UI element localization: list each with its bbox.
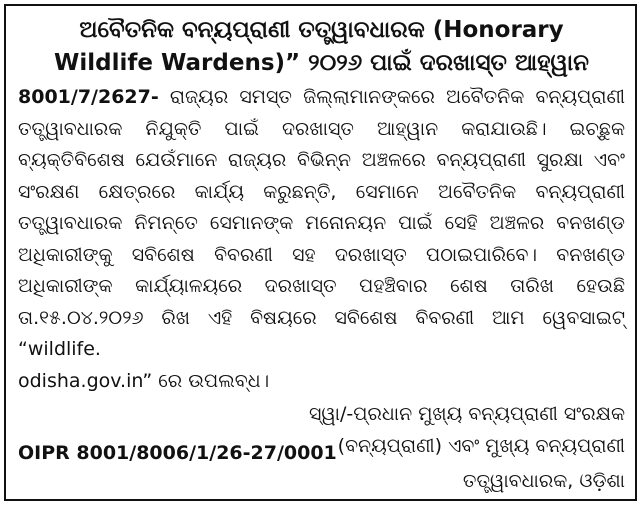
signatory-line-2: (ବନ୍ୟପ୍ରାଣୀ) ଏବଂ ମୁଖ୍ୟ ବନ୍ୟପ୍ରାଣୀ (337, 434, 625, 457)
notice-body (18, 82, 625, 397)
body-tail: odisha.gov.in” ରେ ଉପଲବ୍ଧ। (18, 369, 270, 392)
notice-box (4, 4, 637, 501)
signatory-line-3: ତତ୍ତ୍ୱାବଧାରକ, ଓଡ଼ିଶା (462, 470, 625, 492)
reference-number: 8001/7/2627- (18, 86, 159, 108)
title-line-2: Wildlife Wardens)” ୨୦୨୬ ପାଇଁ ଦରଖାସ୍ତ ଆହ୍ୱାନ (54, 50, 589, 76)
notice-title (18, 14, 625, 80)
signatory-line-1: ସ୍ୱା/-ପ୍ରଧାନ ମୁଖ୍ୟ ବନ୍ୟପ୍ରାଣୀ ସଂରକ୍ଷକ (308, 403, 625, 425)
title-line-1: ଅବୈତନିକ ବନ୍ୟପ୍ରାଣୀ ତତ୍ତ୍ୱାବଧାରକ (Honorary (79, 17, 564, 43)
oipr-number: OIPR 8001/8006/1/26-27/0001 (18, 442, 337, 464)
notice-paragraph (18, 82, 625, 366)
signatory-block (295, 399, 625, 462)
body-text: ରାଜ୍ୟର ସମସ୍ତ ଜିଲ୍ଲାମାନଙ୍କରେ ଅବୈତନିକ ବନ୍ୟପ୍ରାଣୀ ତତ୍ତ୍ୱାବଧାରକ ନିଯୁକ୍ତି ପାଇଁ ଦରଖାସ୍ତ ଆହ୍ୱାନ କରାଯାଉଛି। ଇଚ୍ଛୁକ ବ୍ୟକ୍ତିବିଶେଷ ଯେଉଁମାନେ ରାଜ୍ୟର ବିଭିନ୍ନ ଅଞ୍ଚଳରେ ବନ୍ୟପ୍ରାଣୀ ସୁରକ୍ଷା ଏବଂ ସଂରକ୍ଷଣ କ୍ଷେତ୍ରରେ କାର୍ଯ୍ୟ କରୁଛନ୍ତି, ସେମାନେ ଅବୈତନିକ ବନ୍ୟପ୍ରାଣୀ ତତ୍ତ୍ୱାବଧାରକ ନିମନ୍ତେ ସେମାନଙ୍କ ମନୋନୟନ ପାଇଁ ସେହି ଅଞ୍ଚଳର ବନଖଣ୍ଡ ଅଧିକାରୀଙ୍କୁ ସବିଶେଷ ବିବରଣୀ ସହ ଦରଖାସ୍ତ ପଠାଇପାରିବେ। ବନଖଣ୍ଡ ଅଧିକାରୀଙ୍କ କାର୍ଯ୍ୟାଳୟରେ ଦରଖାସ୍ତ ପହଞ୍ଚିବାର ଶେଷ ତାରିଖ ହେଉଛି ତା.୧୫.୦୪.୨୦୨୬ ରିଖ ଏହି ବିଷୟରେ ସବିଶେଷ ବିବରଣୀ ଆମ ୱେବସାଇଟ୍ “wildlife. (18, 86, 625, 360)
